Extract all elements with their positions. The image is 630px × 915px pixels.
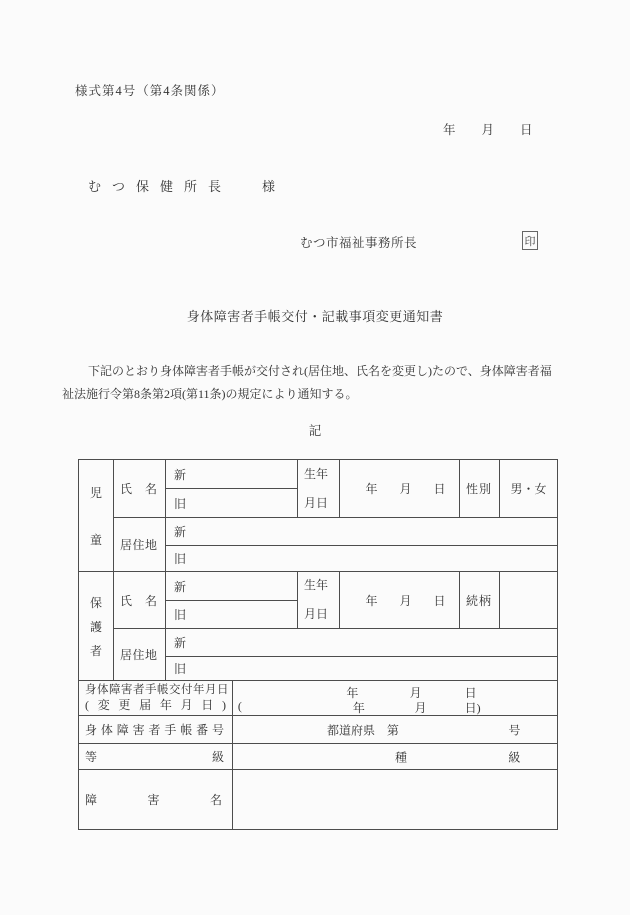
guardian-name-old-cell: 旧 (166, 601, 298, 629)
guardian-group-cell (79, 572, 114, 681)
date-day-label: 日 (520, 123, 533, 137)
issue-v2-paren: ( (237, 699, 242, 713)
child-name-new-cell: 新 (166, 460, 298, 489)
date-line (443, 120, 533, 138)
guardian-name-new-row (79, 572, 558, 601)
guardian-residence-new-cell: 新 (166, 629, 558, 657)
child-group-char-1: 児 (89, 485, 102, 500)
child-residence-new-row (79, 518, 558, 546)
guardian-group-char-2: 護 (89, 619, 102, 634)
grade-value (233, 744, 558, 770)
child-birth-label-1: 生年 (304, 466, 329, 481)
date-month-label: 月 (481, 123, 495, 137)
addressee-name: むつ保健所長 (88, 179, 233, 194)
guardian-name-new-cell: 新 (166, 572, 298, 601)
form-number: 様式第4号（第4条関係） (75, 84, 225, 98)
addressee-line (88, 176, 275, 195)
guardian-birth-label-1: 生年 (304, 578, 329, 592)
issue-date-row (79, 681, 558, 716)
guardian-ymd-day: 日 (433, 593, 446, 608)
number-pref-label: 都道府県 (326, 723, 375, 737)
grade-type-label: 種 (395, 750, 408, 764)
grade-kyu-label: 級 (508, 750, 521, 764)
body-line-1: 下記のとおり身体障害者手帳が交付され(居住地、氏名を変更し)たので、身体障害者福 (88, 364, 552, 378)
child-group-char-2: 童 (89, 532, 102, 547)
issue-v2-day: 日) (464, 701, 481, 715)
certificate-number-row (79, 716, 558, 744)
issue-date-label-line2: (変更届年月日) (85, 698, 226, 712)
sender-name: むつ市福祉事務所長 (300, 236, 418, 250)
child-name-new-row (79, 460, 558, 489)
grade-row (79, 744, 558, 770)
guardian-residence-label: 居住地 (114, 629, 166, 681)
issue-date-label-line1: 身体障害者手帳交付年月日 (85, 684, 229, 696)
guardian-group-char-3: 者 (89, 643, 102, 658)
guardian-relation-label: 続柄 (460, 572, 500, 629)
child-residence-new-cell: 新 (166, 518, 558, 546)
child-ymd-month: 月 (399, 482, 412, 496)
guardian-birthdate-value (340, 572, 460, 629)
child-sex-value: 男・女 (500, 460, 558, 518)
child-birthdate-label (298, 460, 340, 518)
number-go-label: 号 (508, 723, 521, 737)
guardian-residence-new-row (79, 629, 558, 657)
guardian-group-char-1: 保 (89, 595, 102, 610)
disability-name-row (79, 770, 558, 830)
disability-name-value (233, 770, 558, 830)
child-name-label: 氏名 (114, 460, 166, 518)
issue-v2-year: 年 (352, 701, 365, 715)
child-group-cell (79, 460, 114, 572)
issue-v1-month: 月 (409, 686, 422, 700)
child-residence-label: 居住地 (114, 518, 166, 572)
guardian-relation-value (500, 572, 558, 629)
issue-v2-month: 月 (414, 701, 427, 715)
seal-mark: 印 (522, 231, 538, 250)
guardian-name-label: 氏名 (114, 572, 166, 629)
grade-label: 等級 (79, 744, 233, 770)
guardian-ymd-year: 年 (365, 593, 378, 608)
document-title: 身体障害者手帳交付・記載事項変更通知書 (186, 309, 444, 324)
disability-name-label: 障害名 (79, 770, 233, 830)
certificate-number-value (233, 716, 558, 744)
guardian-birthdate-label (298, 572, 340, 629)
child-ymd-day: 日 (433, 482, 446, 496)
body-line-2: 祉法施行令第8条第2項(第11条)の規定により通知する。 (62, 386, 358, 401)
certificate-number-label: 身体障害者手帳番号 (79, 716, 233, 744)
child-birth-label-2: 月日 (304, 495, 329, 510)
date-year-label: 年 (443, 123, 456, 137)
notification-table (78, 459, 558, 830)
child-residence-old-cell: 旧 (166, 546, 558, 572)
child-sex-label: 性別 (460, 460, 500, 518)
guardian-birth-label-2: 月日 (304, 607, 329, 621)
issue-v1-year: 年 (346, 686, 359, 700)
issue-date-label (79, 681, 233, 716)
number-dai-label: 第 (386, 723, 399, 737)
body-paragraph (62, 360, 552, 405)
child-birthdate-value (340, 460, 460, 518)
child-name-old-cell: 旧 (166, 489, 298, 518)
guardian-residence-old-cell: 旧 (166, 657, 558, 681)
child-ymd-year: 年 (365, 482, 378, 496)
guardian-ymd-month: 月 (399, 593, 412, 608)
issue-date-value (233, 681, 558, 716)
issue-v1-day: 日 (464, 686, 477, 700)
record-heading: 記 (308, 424, 322, 438)
addressee-honorific: 様 (262, 179, 276, 194)
